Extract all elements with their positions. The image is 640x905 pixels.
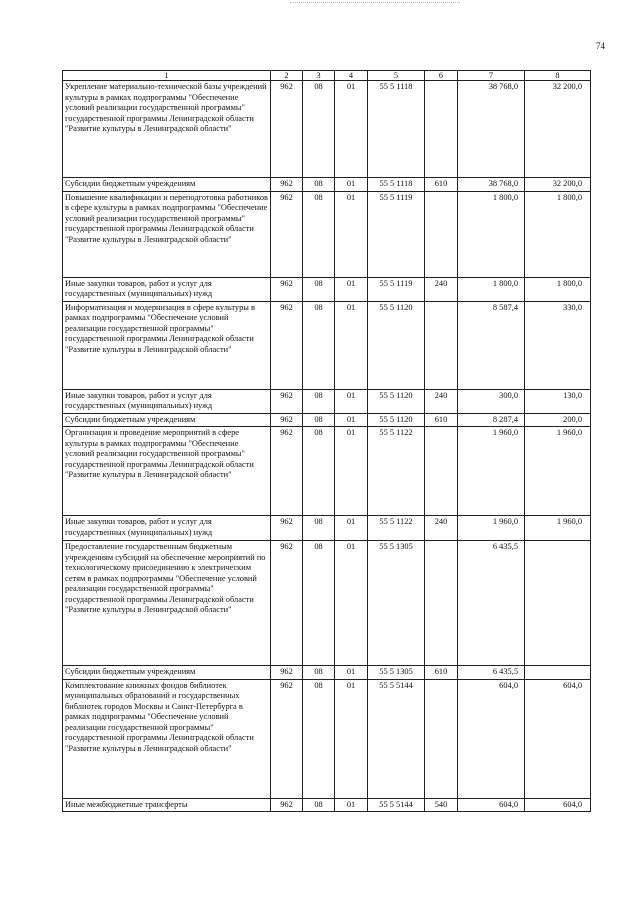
column-header: 2 bbox=[271, 71, 303, 81]
cell-subsection-code: 01 bbox=[335, 413, 368, 427]
cell-amount-year2: 1 960,0 bbox=[525, 427, 591, 516]
cell-ministry-code: 962 bbox=[271, 389, 303, 413]
cell-amount-year1: 1 960,0 bbox=[458, 516, 525, 541]
cell-expense-type: 540 bbox=[425, 798, 458, 812]
column-header: 4 bbox=[335, 71, 368, 81]
cell-target-article: 55 5 1120 bbox=[368, 301, 425, 389]
row-description: Информатизация и модернизация в сфере культуры в рамках подпрограммы "Обеспечение условий реализации государственной программы" государственной программы Ленинградской области "Развитие культуры в Ленинградской области" bbox=[63, 301, 271, 389]
row-description: Организация и проведение мероприятий в сфере культуры в рамках подпрограммы "Обеспечение условий реализации государственной программы" государственной программы Ленинградской области "Развитие культуры в Ленинградской области" bbox=[63, 427, 271, 516]
cell-expense-type: 240 bbox=[425, 516, 458, 541]
cell-ministry-code: 962 bbox=[271, 178, 303, 192]
cell-section-code: 08 bbox=[303, 301, 335, 389]
cell-section-code: 08 bbox=[303, 413, 335, 427]
cell-amount-year2: 1 800,0 bbox=[525, 277, 591, 301]
cell-section-code: 08 bbox=[303, 666, 335, 680]
cell-section-code: 08 bbox=[303, 81, 335, 178]
cell-target-article: 55 5 1118 bbox=[368, 81, 425, 178]
cell-ministry-code: 962 bbox=[271, 798, 303, 812]
cell-amount-year2: 1 960,0 bbox=[525, 516, 591, 541]
cell-amount-year1: 8 587,4 bbox=[458, 301, 525, 389]
cell-target-article: 55 5 5144 bbox=[368, 679, 425, 798]
column-header: 6 bbox=[425, 71, 458, 81]
cell-section-code: 08 bbox=[303, 427, 335, 516]
cell-amount-year1: 604,0 bbox=[458, 798, 525, 812]
table-row bbox=[63, 413, 591, 427]
column-header: 8 bbox=[525, 71, 591, 81]
cell-expense-type bbox=[425, 191, 458, 277]
column-header: 1 bbox=[63, 71, 271, 81]
column-header: 3 bbox=[303, 71, 335, 81]
cell-expense-type: 240 bbox=[425, 389, 458, 413]
cell-subsection-code: 01 bbox=[335, 516, 368, 541]
cell-subsection-code: 01 bbox=[335, 81, 368, 178]
cell-amount-year1: 604,0 bbox=[458, 679, 525, 798]
cell-target-article: 55 5 1122 bbox=[368, 427, 425, 516]
cell-subsection-code: 01 bbox=[335, 277, 368, 301]
cell-target-article: 55 5 1120 bbox=[368, 413, 425, 427]
table-row bbox=[63, 389, 591, 413]
cell-target-article: 55 5 1119 bbox=[368, 277, 425, 301]
cell-expense-type: 240 bbox=[425, 277, 458, 301]
table-row bbox=[63, 798, 591, 812]
cell-section-code: 08 bbox=[303, 191, 335, 277]
cell-expense-type bbox=[425, 427, 458, 516]
row-description: Предоставление государственным бюджетным учреждениям субсидий на обеспечение мероприятий по технологическому присоединению к электрическим сетям в рамках подпрограммы "Обеспечение условий реализации государственной программы" государственной программы Ленинградской области "Развитие культуры в Ленинградской области" bbox=[63, 541, 271, 666]
column-header: 5 bbox=[368, 71, 425, 81]
cell-amount-year2: 330,0 bbox=[525, 301, 591, 389]
row-description: Комплектование книжных фондов библиотек муниципальных образований и государственных библиотек городов Москвы и Санкт-Петербурга в рамках подпрограммы "Обеспечение условий реализации государственной программы" государственной программы Ленинградской области "Развитие культуры в Ленинградской области" bbox=[63, 679, 271, 798]
cell-amount-year2 bbox=[525, 541, 591, 666]
table-header-row bbox=[63, 71, 591, 81]
cell-section-code: 08 bbox=[303, 277, 335, 301]
cell-subsection-code: 01 bbox=[335, 798, 368, 812]
cell-target-article: 55 5 1119 bbox=[368, 191, 425, 277]
row-description: Субсидии бюджетным учреждениям bbox=[63, 413, 271, 427]
table-row bbox=[63, 81, 591, 178]
cell-expense-type: 610 bbox=[425, 178, 458, 192]
table-row bbox=[63, 277, 591, 301]
column-header: 7 bbox=[458, 71, 525, 81]
cell-amount-year2: 32 200,0 bbox=[525, 81, 591, 178]
table-row bbox=[63, 666, 591, 680]
cell-amount-year1: 1 960,0 bbox=[458, 427, 525, 516]
cell-section-code: 08 bbox=[303, 679, 335, 798]
cell-expense-type: 610 bbox=[425, 413, 458, 427]
row-description: Иные межбюджетные трансферты bbox=[63, 798, 271, 812]
cell-ministry-code: 962 bbox=[271, 191, 303, 277]
cell-ministry-code: 962 bbox=[271, 541, 303, 666]
cell-amount-year1: 300,0 bbox=[458, 389, 525, 413]
cell-section-code: 08 bbox=[303, 389, 335, 413]
cell-amount-year1: 6 435,5 bbox=[458, 666, 525, 680]
cell-target-article: 55 5 1120 bbox=[368, 389, 425, 413]
cell-target-article: 55 5 1305 bbox=[368, 541, 425, 666]
cell-ministry-code: 962 bbox=[271, 277, 303, 301]
row-description: Иные закупки товаров, работ и услуг для государственных (муниципальных) нужд bbox=[63, 277, 271, 301]
cell-target-article: 55 5 1305 bbox=[368, 666, 425, 680]
cell-ministry-code: 962 bbox=[271, 81, 303, 178]
table-row bbox=[63, 301, 591, 389]
cell-section-code: 08 bbox=[303, 516, 335, 541]
cell-amount-year1: 6 435,5 bbox=[458, 541, 525, 666]
row-description: Иные закупки товаров, работ и услуг для государственных (муниципальных) нужд bbox=[63, 516, 271, 541]
cell-expense-type bbox=[425, 81, 458, 178]
cell-section-code: 08 bbox=[303, 798, 335, 812]
row-description: Укрепление материально-технической базы учреждений культуры в рамках подпрограммы "Обеспечение условий реализации государственной программы" государственной программы Ленинградской области "Развитие культуры в Ленинградской области" bbox=[63, 81, 271, 178]
cell-subsection-code: 01 bbox=[335, 541, 368, 666]
cell-ministry-code: 962 bbox=[271, 413, 303, 427]
cell-ministry-code: 962 bbox=[271, 301, 303, 389]
cell-expense-type: 610 bbox=[425, 666, 458, 680]
cell-amount-year1: 1 800,0 bbox=[458, 277, 525, 301]
cell-amount-year1: 38 768,0 bbox=[458, 81, 525, 178]
cell-subsection-code: 01 bbox=[335, 679, 368, 798]
cell-expense-type bbox=[425, 679, 458, 798]
cell-subsection-code: 01 bbox=[335, 427, 368, 516]
budget-table bbox=[62, 70, 591, 812]
cell-ministry-code: 962 bbox=[271, 666, 303, 680]
cell-subsection-code: 01 bbox=[335, 301, 368, 389]
table-row bbox=[63, 178, 591, 192]
cell-amount-year2: 32 200,0 bbox=[525, 178, 591, 192]
cell-section-code: 08 bbox=[303, 178, 335, 192]
cell-subsection-code: 01 bbox=[335, 389, 368, 413]
cell-ministry-code: 962 bbox=[271, 516, 303, 541]
row-description: Повышение квалификации и переподготовка работников в сфере культуры в рамках подпрограммы "Обеспечение условий реализации государственной программы" государственной программы Ленинградской области "Развитие культуры в Ленинградской области" bbox=[63, 191, 271, 277]
cell-amount-year2: 1 800,0 bbox=[525, 191, 591, 277]
cell-ministry-code: 962 bbox=[271, 427, 303, 516]
cell-subsection-code: 01 bbox=[335, 666, 368, 680]
row-description: Субсидии бюджетным учреждениям bbox=[63, 666, 271, 680]
cell-target-article: 55 5 5144 bbox=[368, 798, 425, 812]
row-description: Субсидии бюджетным учреждениям bbox=[63, 178, 271, 192]
cell-amount-year1: 8 287,4 bbox=[458, 413, 525, 427]
cell-expense-type bbox=[425, 301, 458, 389]
cell-amount-year2 bbox=[525, 666, 591, 680]
cell-amount-year2: 604,0 bbox=[525, 679, 591, 798]
cell-target-article: 55 5 1122 bbox=[368, 516, 425, 541]
scan-artifact-line bbox=[290, 2, 460, 4]
row-description: Иные закупки товаров, работ и услуг для государственных (муниципальных) нужд bbox=[63, 389, 271, 413]
table-row bbox=[63, 679, 591, 798]
table-row bbox=[63, 516, 591, 541]
cell-expense-type bbox=[425, 541, 458, 666]
table-row bbox=[63, 427, 591, 516]
cell-amount-year1: 38 768,0 bbox=[458, 178, 525, 192]
cell-section-code: 08 bbox=[303, 541, 335, 666]
table-row bbox=[63, 191, 591, 277]
cell-amount-year2: 604,0 bbox=[525, 798, 591, 812]
cell-amount-year2: 130,0 bbox=[525, 389, 591, 413]
page-number: 74 bbox=[596, 41, 605, 51]
cell-amount-year2: 200,0 bbox=[525, 413, 591, 427]
table-row bbox=[63, 541, 591, 666]
cell-subsection-code: 01 bbox=[335, 178, 368, 192]
cell-subsection-code: 01 bbox=[335, 191, 368, 277]
cell-ministry-code: 962 bbox=[271, 679, 303, 798]
cell-target-article: 55 5 1118 bbox=[368, 178, 425, 192]
cell-amount-year1: 1 800,0 bbox=[458, 191, 525, 277]
